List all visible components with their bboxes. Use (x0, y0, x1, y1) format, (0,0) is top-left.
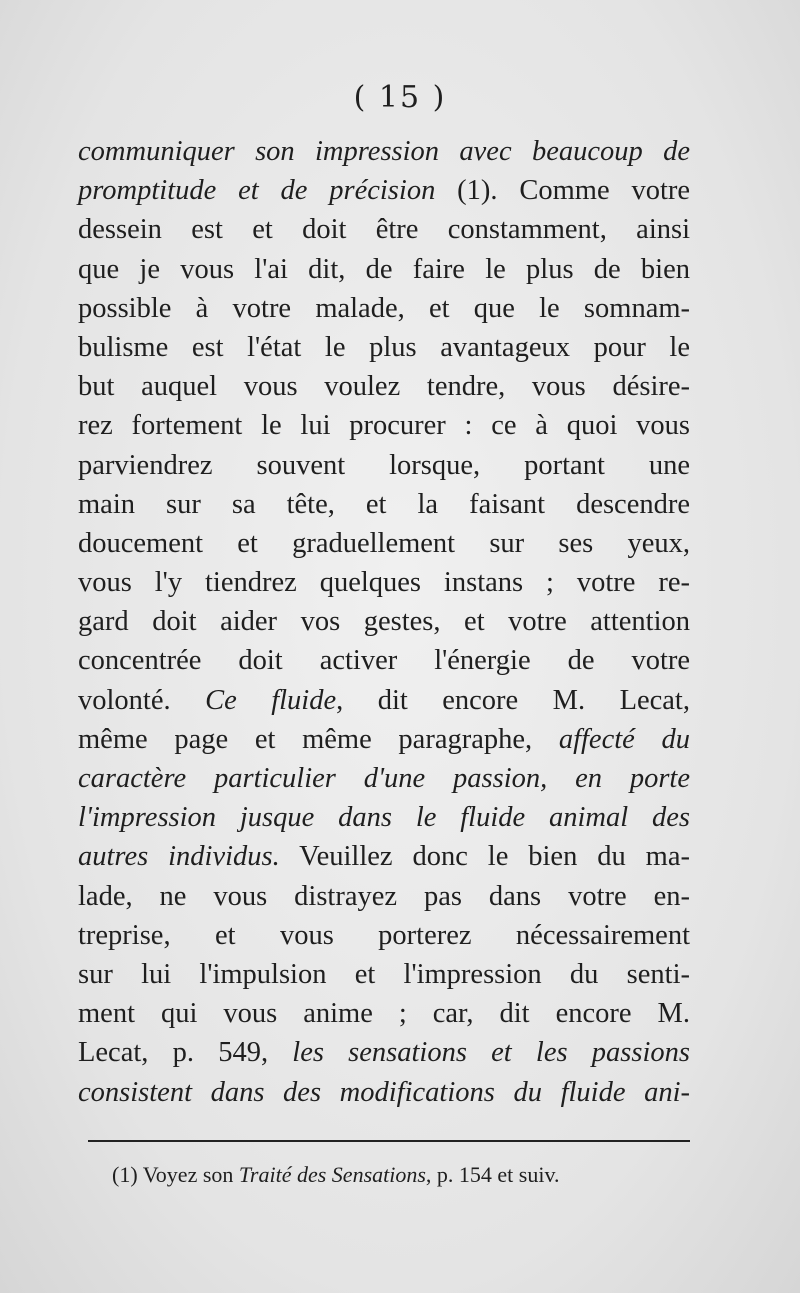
text-line (78, 1073, 690, 1112)
roman-text: même page et même paragraphe, (78, 723, 559, 755)
italic-text: Ce fluide (205, 684, 337, 716)
text-line (78, 720, 690, 759)
italic-text: communiquer son impression avec beaucoup de (78, 136, 690, 167)
italic-text: autres individus. (78, 841, 280, 873)
roman-text: lade, ne vous distrayez pas dans votre en- (78, 880, 690, 912)
text-line (78, 994, 690, 1033)
footnote-text: (1) Voyez son (112, 1162, 239, 1187)
italic-text: l'impression jusque dans le fluide animal des (78, 802, 690, 834)
roman-text: , dit encore M. Lecat, (336, 684, 690, 716)
text-line (78, 485, 690, 524)
page-number: ( 15 ) (353, 80, 447, 115)
roman-text: concentrée doit activer l'énergie de votre (78, 645, 690, 677)
text-line (78, 759, 690, 798)
text-line (78, 210, 690, 249)
roman-text: treprise, et vous porterez nécessairement (78, 919, 690, 951)
roman-text: main sur sa tête, et la faisant descendre (78, 488, 690, 520)
italic-text: promptitude et de précision (78, 175, 436, 207)
roman-text: ment qui vous anime ; car, dit encore M. (78, 998, 690, 1030)
italic-text: consistent dans des modifications du fluide ani- (78, 1076, 690, 1108)
text-line (78, 289, 690, 328)
body-text (78, 132, 690, 1112)
text-line (78, 367, 690, 406)
text-line (78, 328, 690, 367)
text-line (78, 171, 690, 210)
footnote-text: , p. 154 et suiv. (425, 1162, 560, 1187)
roman-text: dessein est et doit être constamment, ainsi (78, 214, 690, 246)
roman-text: que je vous l'ai dit, de faire le plus de bien (78, 253, 690, 285)
text-line (78, 798, 690, 837)
text-line (78, 1033, 690, 1072)
footnote-rule (88, 1140, 690, 1142)
text-line (78, 132, 690, 171)
footnote-text: Traité des Sensations (238, 1162, 426, 1187)
roman-text: rez fortement le lui procurer : ce à quoi vous (78, 410, 690, 442)
text-line (78, 524, 690, 563)
text-line (78, 250, 690, 289)
text-line (78, 406, 690, 445)
roman-text: possible à votre malade, et que le somnam- (78, 292, 690, 324)
text-line (78, 955, 690, 994)
roman-text: parviendrez souvent lorsque, portant une (78, 449, 690, 481)
text-line (78, 877, 690, 916)
roman-text: bulisme est l'état le plus avantageux pour le (78, 331, 690, 363)
text-line (78, 916, 690, 955)
roman-text: doucement et graduellement sur ses yeux, (78, 527, 690, 559)
roman-text: Lecat, p. 549, (78, 1037, 293, 1069)
text-line (78, 563, 690, 602)
roman-text: Veuillez donc le bien du ma- (279, 841, 690, 873)
roman-text: (1). Comme votre (435, 175, 690, 207)
text-line (78, 446, 690, 485)
italic-text: affecté du (558, 723, 690, 755)
text-line (78, 837, 690, 876)
italic-text: les sensations et les passions (292, 1037, 690, 1069)
roman-text: vous l'y tiendrez quelques instans ; votre re- (78, 567, 690, 599)
roman-text: gard doit aider vos gestes, et votre attention (78, 606, 690, 638)
roman-text: sur lui l'impulsion et l'impression du senti- (78, 958, 690, 990)
text-line (78, 681, 690, 720)
italic-text: caractère particulier d'une passion, en porte (78, 763, 690, 794)
text-line (78, 602, 690, 641)
roman-text: volonté. (78, 684, 206, 716)
text-line (78, 641, 690, 680)
roman-text: but auquel vous voulez tendre, vous désire- (78, 371, 690, 403)
footnote (112, 1162, 692, 1188)
